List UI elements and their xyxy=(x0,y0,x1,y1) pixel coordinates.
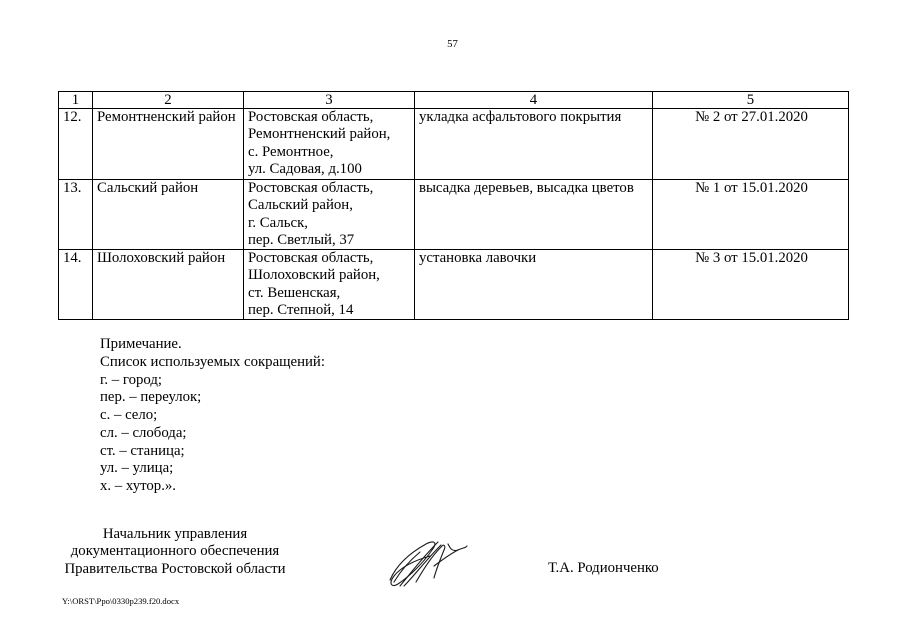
handwritten-signature xyxy=(386,536,470,590)
address-line: Ростовская область, xyxy=(248,109,374,125)
address-line: Ростовская область, xyxy=(248,180,374,196)
abbreviation-item: х. – хутор.». xyxy=(100,478,176,494)
signer-name: Т.А. Родионченко xyxy=(548,560,659,576)
district-cell: Сальский район xyxy=(93,180,244,250)
address-line: Ремонтненский район, xyxy=(248,126,391,143)
abbreviation-item: сл. – слобода; xyxy=(100,424,187,441)
address-cell xyxy=(244,250,415,320)
abbreviation-item: ст. – станица; xyxy=(100,442,185,459)
work-cell: установка лавочки xyxy=(415,250,653,320)
district-cell: Ремонтненский район xyxy=(93,109,244,180)
address-line: пер. Светлый, 37 xyxy=(248,231,355,248)
address-line: Ростовская область, xyxy=(248,250,374,267)
abbreviation-item: пер. – переулок; xyxy=(100,389,202,406)
address-line: ст. Вешенская, xyxy=(248,284,341,301)
position-line: документационного обеспечения xyxy=(70,543,280,560)
file-path-footer: Y:\ORST\Ppo\0330p239.f20.docx xyxy=(62,596,180,606)
row-number: 12. xyxy=(59,109,93,180)
row-number: 13. xyxy=(59,180,93,250)
address-cell xyxy=(244,180,415,250)
note-block xyxy=(100,336,325,496)
column-header-4: 4 xyxy=(415,92,653,109)
address-cell xyxy=(244,109,415,180)
position-line: Начальник управления xyxy=(102,526,248,542)
address-line: Шолоховский район, xyxy=(248,267,380,284)
address-line: Сальский район, xyxy=(248,197,353,214)
address-line: г. Сальск, xyxy=(248,214,308,231)
table-row xyxy=(59,109,849,180)
document-cell: № 2 от 27.01.2020 xyxy=(653,109,849,180)
abbreviation-item: с. – село; xyxy=(100,407,158,423)
work-cell: высадка деревьев, высадка цветов xyxy=(415,180,653,250)
address-line: ул. Садовая, д.100 xyxy=(248,160,362,177)
abbreviation-item: ул. – улица; xyxy=(100,460,174,477)
column-header-3: 3 xyxy=(244,92,415,109)
column-header-1: 1 xyxy=(59,92,93,109)
column-header-5: 5 xyxy=(653,92,849,109)
abbreviation-item: г. – город; xyxy=(100,371,163,388)
position-line: Правительства Ростовской области xyxy=(64,560,286,577)
address-line: пер. Степной, 14 xyxy=(248,302,354,319)
note-title: Примечание. xyxy=(100,336,182,352)
document-cell: № 3 от 15.01.2020 xyxy=(653,250,849,320)
note-subtitle: Список используемых сокращений: xyxy=(100,353,325,370)
signer-position xyxy=(62,526,288,578)
work-cell: укладка асфальтового покрытия xyxy=(415,109,653,180)
table-row xyxy=(59,250,849,320)
row-number: 14. xyxy=(59,250,93,320)
table-row xyxy=(59,180,849,250)
objects-table xyxy=(58,91,849,320)
district-cell: Шолоховский район xyxy=(93,250,244,320)
document-cell: № 1 от 15.01.2020 xyxy=(653,180,849,250)
column-header-2: 2 xyxy=(93,92,244,109)
table-header-row xyxy=(59,92,849,109)
address-line: с. Ремонтное, xyxy=(248,143,334,160)
page-number: 57 xyxy=(447,38,458,50)
